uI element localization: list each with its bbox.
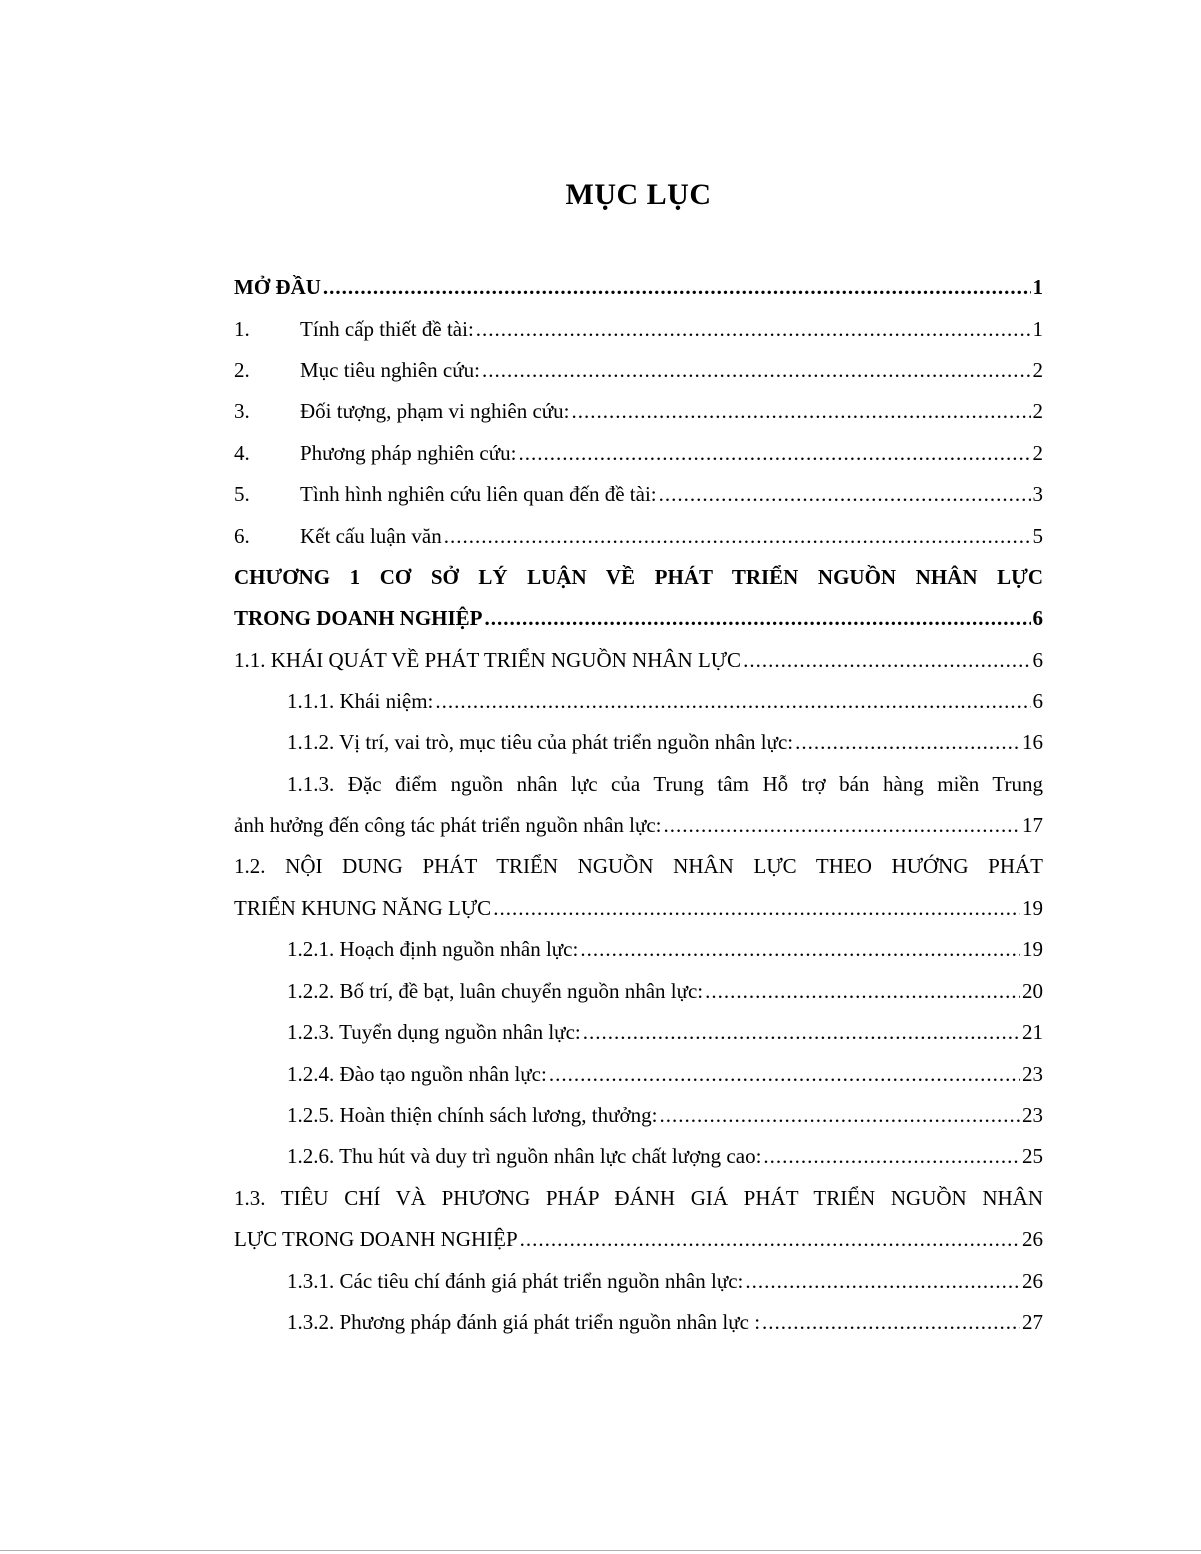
dot-leader <box>743 648 1030 673</box>
toc-subsection-1-2-3[interactable] <box>234 1012 1043 1053</box>
toc-subsection-1-2-4[interactable] <box>234 1053 1043 1094</box>
toc-entry-label: ảnh hưởng đến công tác phát triển nguồn nhân lực: <box>234 813 662 838</box>
page-bottom-edge <box>0 1550 1201 1551</box>
toc-entry-label: 1.2.1. Hoạch định nguồn nhân lực: <box>287 937 579 962</box>
toc-page-number: 6 <box>1032 689 1043 714</box>
dot-leader <box>659 482 1031 507</box>
toc-entry-label: 1.3.2. Phương pháp đánh giá phát triển nguồn nhân lực : <box>287 1309 761 1334</box>
table-of-contents <box>234 267 1043 1343</box>
toc-subsection-1-1-3-line1[interactable] <box>234 764 1043 805</box>
toc-entry-label: TRIỂN KHUNG NĂNG LỰC <box>234 896 492 921</box>
toc-page-number: 6 <box>1032 606 1043 631</box>
toc-page-number: 23 <box>1022 1103 1043 1127</box>
toc-entry-label: 1.3. TIÊU CHÍ VÀ PHƯƠNG PHÁP ĐÁNH GIÁ PHÁT TRIỂN NGUỒN NHÂN <box>234 1185 1043 1210</box>
toc-section-1-2-line1[interactable] <box>234 846 1043 887</box>
toc-entry-6[interactable] <box>234 515 1043 556</box>
toc-page-number: 2 <box>1032 440 1043 465</box>
toc-subsection-1-2-2[interactable] <box>234 971 1043 1012</box>
toc-page-number: 25 <box>1022 1144 1043 1169</box>
toc-entry-label: 1.1.3. Đặc điểm nguồn nhân lực của Trung tâm Hỗ trợ bán hàng miền Trung <box>287 771 1043 796</box>
dot-leader <box>323 275 1031 300</box>
toc-subsection-1-2-5[interactable] <box>234 1095 1043 1136</box>
toc-entry-4[interactable] <box>234 433 1043 474</box>
toc-page-number: 27 <box>1022 1309 1043 1334</box>
toc-entry-label: 1.2.6. Thu hút và duy trì nguồn nhân lực chất lượng cao: <box>287 1144 762 1169</box>
toc-page-number: 21 <box>1022 1020 1043 1045</box>
toc-page-number: 6 <box>1032 647 1043 672</box>
toc-entry-label: 1.2. NỘI DUNG PHÁT TRIỂN NGUỒN NHÂN LỰC THEO HƯỚNG PHÁT <box>234 854 1043 879</box>
toc-entry-number: 4. <box>234 440 250 465</box>
toc-entry-3[interactable] <box>234 391 1043 432</box>
dot-leader <box>444 524 1031 549</box>
toc-page-number: 3 <box>1032 482 1043 507</box>
toc-page-number: 17 <box>1022 813 1043 838</box>
toc-page-number: 19 <box>1022 896 1043 921</box>
toc-entry-label: 1.2.5. Hoàn thiện chính sách lương, thưởng: <box>287 1103 658 1127</box>
dot-leader <box>745 1269 1020 1294</box>
toc-entry-number: 5. <box>234 482 250 507</box>
toc-entry-label: Tình hình nghiên cứu liên quan đến đề tài: <box>300 482 657 507</box>
toc-subsection-1-3-1[interactable] <box>234 1260 1043 1301</box>
toc-page-number: 20 <box>1022 978 1043 1003</box>
dot-leader <box>435 689 1030 714</box>
dot-leader <box>705 979 1020 1004</box>
toc-page-number: 2 <box>1032 399 1043 424</box>
dot-leader <box>549 1062 1020 1087</box>
toc-entry-label: 1.1. KHÁI QUÁT VỀ PHÁT TRIỂN NGUỒN NHÂN LỰC <box>234 647 742 672</box>
toc-subsection-1-1-3-line2[interactable] <box>234 805 1043 846</box>
toc-entry-label: 1.2.3. Tuyển dụng nguồn nhân lực: <box>287 1020 581 1045</box>
dot-leader <box>476 317 1031 342</box>
toc-chapter-1-heading-line1[interactable] <box>234 557 1043 598</box>
dot-leader <box>795 730 1020 755</box>
toc-page-number: 26 <box>1022 1268 1043 1293</box>
toc-entry-5[interactable] <box>234 474 1043 515</box>
toc-page-number: 1 <box>1032 316 1043 341</box>
toc-entry-label: 1.2.2. Bố trí, đề bạt, luân chuyển nguồn nhân lực: <box>287 978 704 1003</box>
toc-entry-label: Tính cấp thiết đề tài: <box>300 316 474 341</box>
toc-subsection-1-1-2[interactable] <box>234 722 1043 763</box>
toc-entry-mo-dau[interactable] <box>234 267 1043 308</box>
toc-entry-1[interactable] <box>234 308 1043 349</box>
toc-entry-label: CHƯƠNG 1 CƠ SỞ LÝ LUẬN VỀ PHÁT TRIỂN NGUỒN NHÂN LỰC <box>234 564 1043 589</box>
toc-page-number: 5 <box>1032 523 1043 548</box>
toc-page-number: 19 <box>1022 937 1043 962</box>
toc-page-number: 23 <box>1022 1061 1043 1086</box>
toc-entry-number: 6. <box>234 523 250 548</box>
dot-leader <box>580 937 1020 962</box>
toc-entry-label: MỞ ĐẦU <box>234 275 321 300</box>
dot-leader <box>572 399 1031 424</box>
toc-entry-2[interactable] <box>234 350 1043 391</box>
toc-chapter-1-heading-line2[interactable] <box>234 598 1043 639</box>
dot-leader <box>659 1103 1020 1128</box>
dot-leader <box>583 1020 1020 1045</box>
toc-entry-label: LỰC TRONG DOANH NGHIỆP <box>234 1227 518 1252</box>
toc-page-number: 26 <box>1022 1227 1043 1252</box>
toc-subsection-1-3-2[interactable] <box>234 1302 1043 1343</box>
toc-subsection-1-1-1[interactable] <box>234 681 1043 722</box>
dot-leader <box>520 1227 1020 1252</box>
page-title: MỤC LỤC <box>565 178 712 211</box>
dot-leader <box>518 441 1030 466</box>
toc-entry-label: 1.3.1. Các tiêu chí đánh giá phát triển nguồn nhân lực: <box>287 1268 744 1293</box>
toc-entry-label: Phương pháp nghiên cứu: <box>300 440 517 465</box>
toc-section-1-2-line2[interactable] <box>234 888 1043 929</box>
toc-page-number: 16 <box>1022 730 1043 755</box>
toc-entry-label: TRONG DOANH NGHIỆP <box>234 606 483 631</box>
toc-entry-label: 1.1.1. Khái niệm: <box>287 689 434 714</box>
dot-leader <box>664 813 1020 838</box>
toc-section-1-3-line1[interactable] <box>234 1178 1043 1219</box>
toc-section-1-3-line2[interactable] <box>234 1219 1043 1260</box>
toc-entry-label: Kết cấu luận văn <box>300 523 442 548</box>
dot-leader <box>493 896 1020 921</box>
toc-page-number: 1 <box>1032 275 1043 300</box>
toc-entry-label: Đối tượng, phạm vi nghiên cứu: <box>300 399 570 424</box>
toc-entry-label: 1.2.4. Đào tạo nguồn nhân lực: <box>287 1061 547 1086</box>
toc-subsection-1-2-1[interactable] <box>234 929 1043 970</box>
toc-entry-number: 3. <box>234 399 250 424</box>
toc-section-1-1[interactable] <box>234 640 1043 681</box>
dot-leader <box>762 1310 1020 1335</box>
dot-leader <box>763 1144 1020 1169</box>
toc-subsection-1-2-6[interactable] <box>234 1136 1043 1177</box>
toc-entry-number: 1. <box>234 316 250 341</box>
toc-entry-label: Mục tiêu nghiên cứu: <box>300 357 480 382</box>
toc-entry-number: 2. <box>234 357 250 382</box>
dot-leader <box>482 358 1031 383</box>
dot-leader <box>485 606 1031 631</box>
toc-page-number: 2 <box>1032 357 1043 382</box>
toc-entry-label: 1.1.2. Vị trí, vai trò, mục tiêu của phát triển nguồn nhân lực: <box>287 730 794 755</box>
